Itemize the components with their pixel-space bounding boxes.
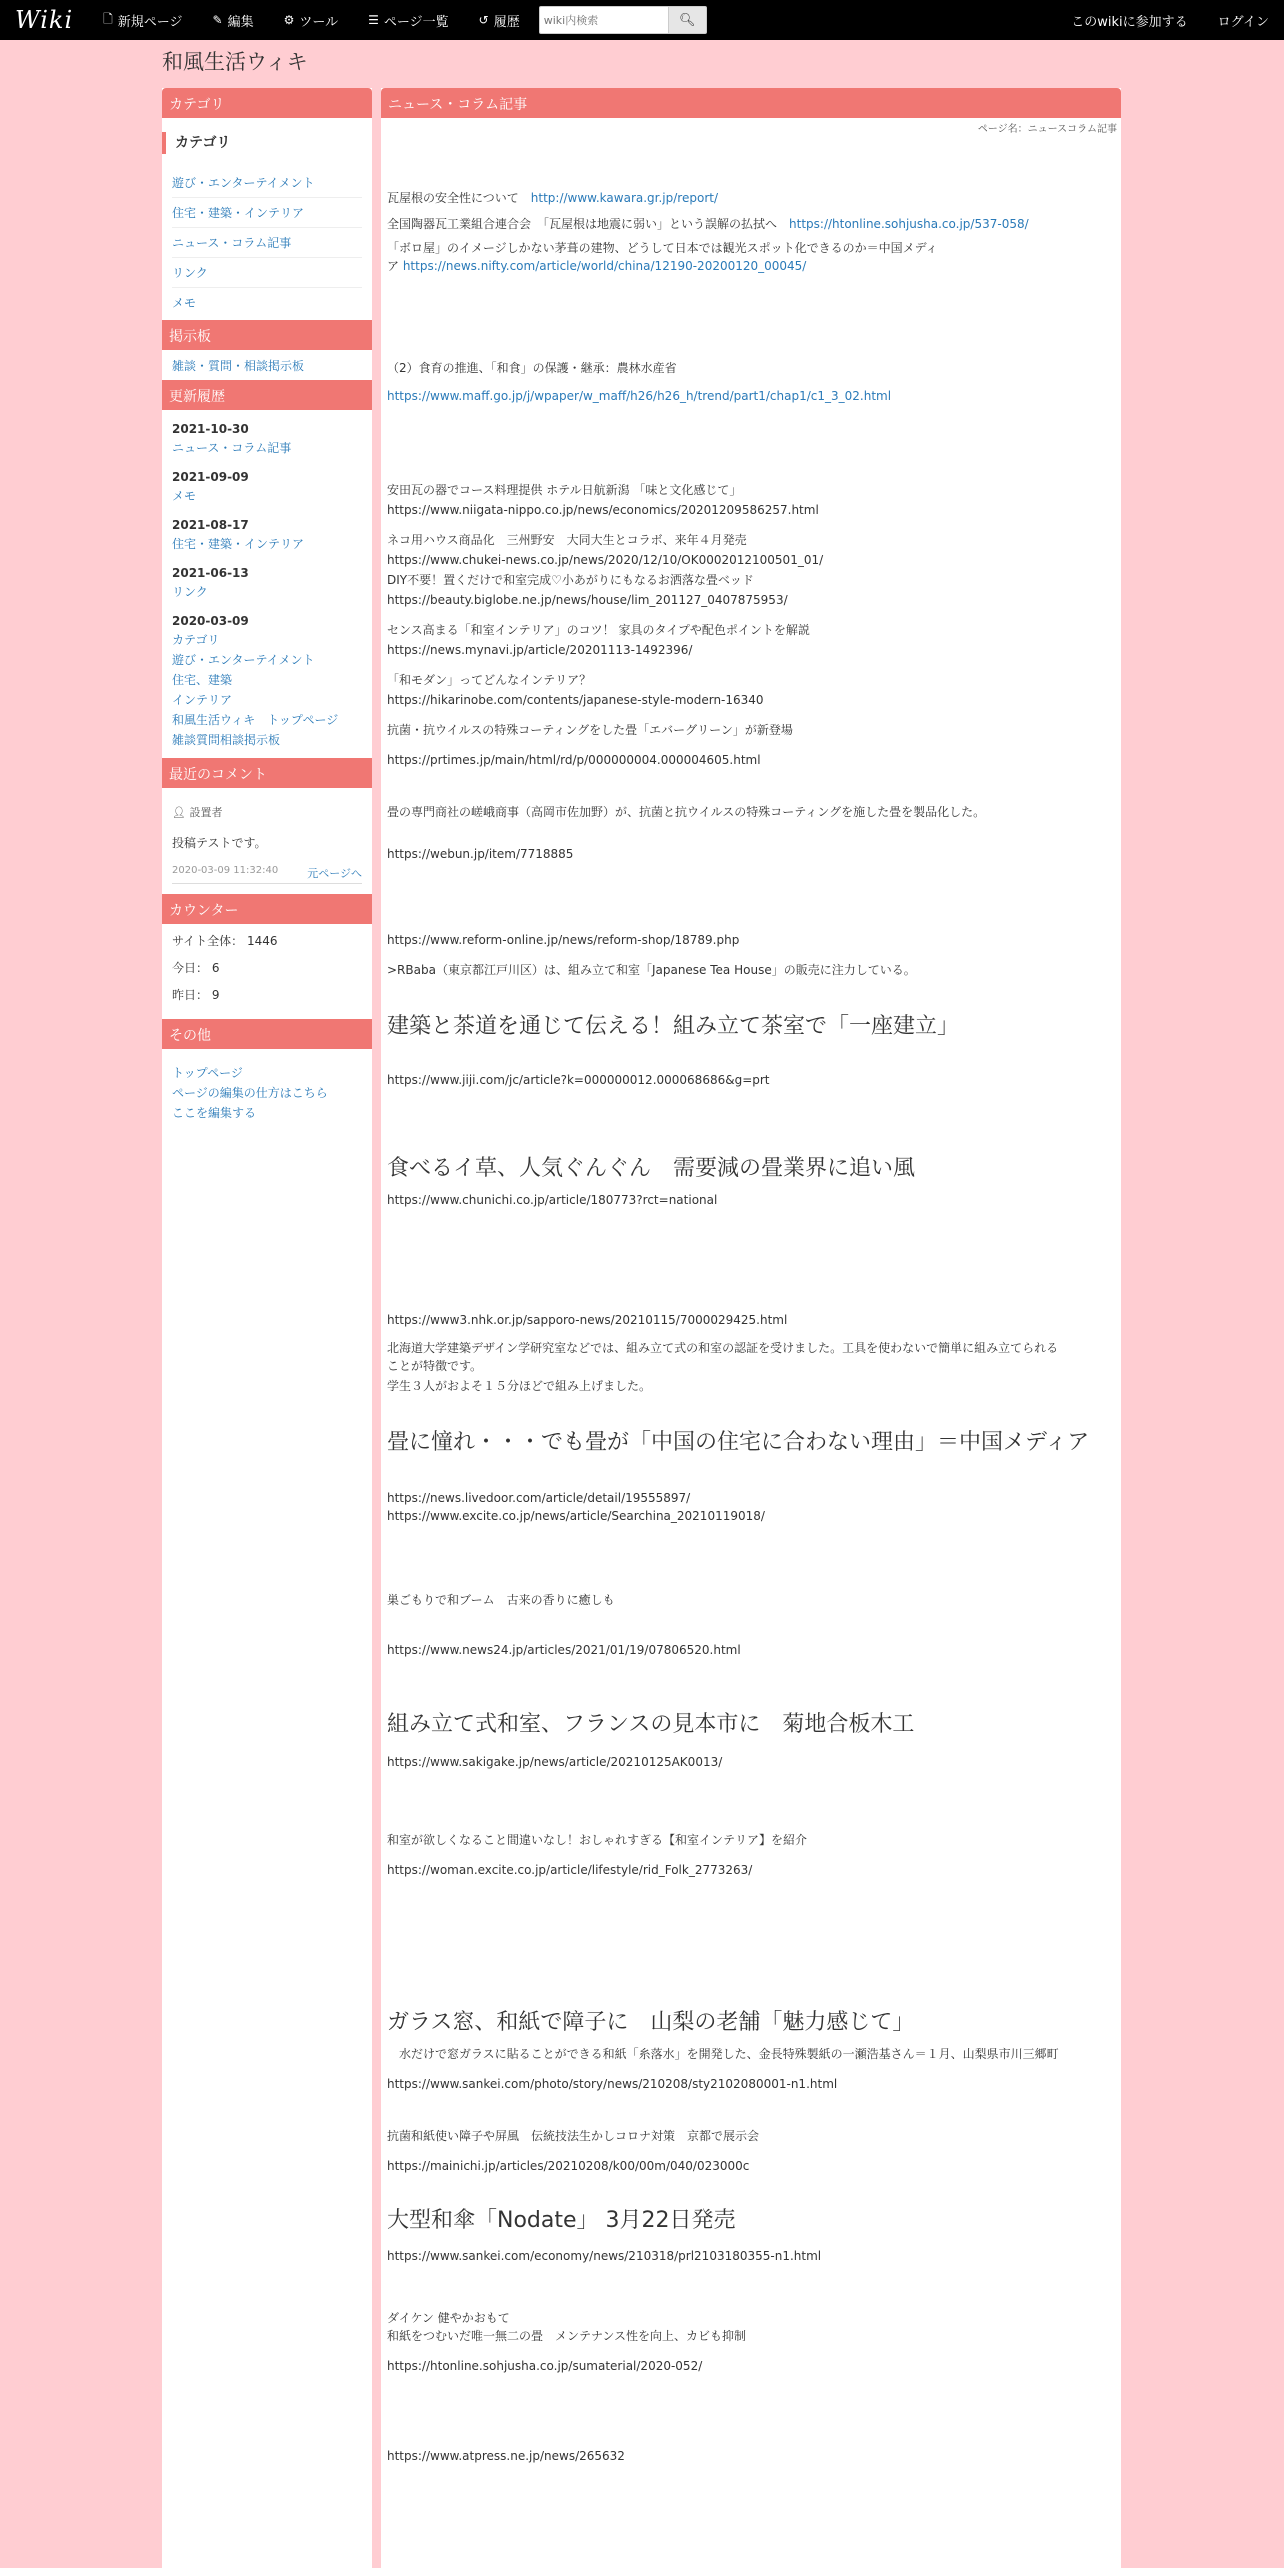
article-paragraph: https://www.sankei.com/economy/news/210318/prl2103180355-n1.html bbox=[387, 2249, 822, 2263]
article-paragraph: https://www3.nhk.or.jp/sapporo-news/20210115/7000029425.html bbox=[387, 1313, 788, 1327]
comment-text: 投稿テストです。 bbox=[172, 836, 267, 850]
article-paragraph: https://mainichi.jp/articles/20210208/k00/00m/040/023000c bbox=[387, 2159, 750, 2173]
history-link[interactable]: 雑談質問相談掲示板 bbox=[172, 733, 281, 747]
history-link[interactable]: 住宅、建築 bbox=[172, 673, 233, 687]
article-paragraph: DIY不要！置くだけで和室完成♡小あがりにもなるお洒落な畳ベッド bbox=[387, 573, 754, 587]
article-paragraph: https://prtimes.jp/main/html/rd/p/000000004.000004605.html bbox=[387, 753, 761, 767]
article-paragraph: 水だけで窓ガラスに貼ることができる和紙「糸落水」を開発した、金長特殊製紙の一瀬浩基さん＝１月、山梨県市川三郷町 bbox=[387, 2047, 1059, 2061]
article-paragraph: 安田瓦の器でコース料理提供 ホテル日航新潟 「味と文化感じて」 bbox=[387, 483, 742, 497]
article-heading: 食べるイ草、人気ぐんぐん 需要減の畳業界に追い風 bbox=[387, 1156, 916, 1181]
article-paragraph: https://hikarinobe.com/contents/japanese-style-modern-16340 bbox=[387, 693, 764, 707]
history-link[interactable]: リンク bbox=[172, 585, 208, 599]
article-paragraph: https://news.mynavi.jp/article/20201113-1492396/ bbox=[387, 643, 693, 657]
join-wiki-link[interactable]: このwikiに参加する bbox=[1071, 14, 1188, 30]
article-link[interactable]: http://www.kawara.gr.jp/report/ bbox=[530, 191, 718, 205]
board-heading: 掲示板 bbox=[162, 320, 372, 350]
article-link[interactable]: https://news.nifty.com/article/world/china/12190-20200120_00045/ bbox=[402, 259, 807, 273]
history-link[interactable]: 住宅・建築・インテリア bbox=[172, 537, 305, 551]
file-icon: 🗋 bbox=[103, 11, 113, 26]
edit-this-link[interactable]: ここを編集する bbox=[172, 1106, 257, 1120]
history-link[interactable]: 和風生活ウィキ トップページ bbox=[172, 713, 339, 727]
history-date: 2021-09-09 bbox=[172, 470, 249, 484]
user-icon: 👤︎ bbox=[172, 806, 186, 819]
article-paragraph: 畳の専門商社の嵯峨商事（高岡市佐加野）が、抗菌と抗ウイルスの特殊コーティングを施した畳を製品化した。 bbox=[387, 805, 986, 819]
comments-heading: 最近のコメント bbox=[162, 758, 372, 788]
sidebar-item-memo[interactable]: メモ bbox=[172, 296, 197, 310]
site-logo[interactable]: Wiki bbox=[15, 6, 74, 34]
article-link[interactable]: https://www.maff.go.jp/j/wpaper/w_maff/h26/h26_h/trend/part1/chap1/c1_3_02.html bbox=[387, 389, 892, 403]
history-date: 2021-06-13 bbox=[172, 566, 249, 580]
category-heading: カテゴリ bbox=[162, 88, 372, 118]
counter-heading: カウンター bbox=[162, 894, 372, 924]
article-paragraph: （2）食育の推進、「和食」の保護・継承：農林水産省 bbox=[387, 361, 677, 375]
article-paragraph: >RBaba（東京都江戸川区）は、組み立て和室「Japanese Tea House」の販売に注力している。 bbox=[387, 963, 916, 977]
sidebar-item-news[interactable]: ニュース・コラム記事 bbox=[172, 228, 362, 258]
article-paragraph: 和室が欲しくなること間違いなし！おしゃれすぎる【和室インテリア】を紹介 bbox=[387, 1833, 808, 1847]
article-paragraph: 北海道大学建築デザイン学研究室などでは、組み立て式の和室の認証を受けました。工具を使わないで簡単に組み立てられる bbox=[387, 1341, 1059, 1355]
search-form bbox=[539, 6, 707, 34]
comment-meta bbox=[172, 865, 362, 884]
article-paragraph: ア https://news.nifty.com/article/world/china/12190-20200120_00045/ bbox=[387, 259, 807, 273]
article-paragraph: センス高まる「和室インテリア」のコツ！ 家具のタイプや配色ポイントを解説 bbox=[387, 623, 810, 637]
sidebar-item-housing[interactable]: 住宅・建築・インテリア bbox=[172, 198, 362, 228]
article-heading: 組み立て式和室、フランスの見本市に 菊地合板木工 bbox=[387, 1712, 915, 1737]
article-paragraph: 抗菌・抗ウイルスの特殊コーティングをした畳「エバーグリーン」が新登場 bbox=[387, 723, 793, 737]
history-icon: ↺ bbox=[478, 13, 489, 27]
tools-button[interactable]: ⚙ ツール bbox=[283, 13, 339, 30]
page-list-button[interactable]: ☰ ページ一覧 bbox=[368, 13, 449, 30]
site-title[interactable]: 和風生活ウィキ bbox=[162, 50, 308, 74]
comment-timestamp: 2020-03-09 11:32:40 bbox=[172, 865, 279, 876]
history-date: 2021-10-30 bbox=[172, 422, 249, 436]
history-link[interactable]: インテリア bbox=[172, 693, 233, 707]
search-button[interactable] bbox=[669, 6, 707, 34]
history-link[interactable]: カテゴリ bbox=[172, 633, 220, 647]
sidebar-item-entertainment[interactable]: 遊び・エンターテイメント bbox=[172, 168, 362, 198]
edit-help-link[interactable]: ページの編集の仕方はこちら bbox=[172, 1086, 328, 1100]
main-content bbox=[381, 88, 1121, 2568]
page-heading: ニュース・コラム記事 bbox=[381, 88, 1121, 118]
history-link[interactable]: ニュース・コラム記事 bbox=[172, 441, 292, 455]
article-paragraph: https://www.niigata-nippo.co.jp/news/economics/20201209586257.html bbox=[387, 503, 819, 517]
sidebar-item-links[interactable]: リンク bbox=[172, 258, 362, 288]
article-paragraph: https://www.chunichi.co.jp/article/180773?rct=national bbox=[387, 1193, 718, 1207]
board-link[interactable]: 雑談・質問・相談掲示板 bbox=[172, 359, 305, 373]
other-heading: その他 bbox=[162, 1019, 372, 1049]
article-heading: 畳に憧れ・・・でも畳が「中国の住宅に合わない理由」＝中国メディア bbox=[387, 1430, 1090, 1455]
comment-source-link[interactable]: 元ページへ bbox=[307, 867, 362, 880]
article-paragraph: https://www.sakigake.jp/news/article/20210125AK0013/ bbox=[387, 1755, 723, 1769]
article-link[interactable] bbox=[387, 386, 1117, 406]
article-paragraph: 「和モダン」ってどんなインテリア？ bbox=[387, 673, 592, 687]
article-heading: 大型和傘「Nodate」 3月22日発売 bbox=[387, 2208, 736, 2233]
article-paragraph: https://webun.jp/item/7718885 bbox=[387, 847, 574, 861]
article-paragraph: https://www.atpress.ne.jp/news/265632 bbox=[387, 2449, 625, 2463]
article-paragraph: https://htonline.sohjusha.co.jp/sumaterial/2020-052/ bbox=[387, 2359, 703, 2373]
sidebar bbox=[162, 88, 372, 2568]
article-paragraph: https://www.sankei.com/photo/story/news/210208/sty2102080001-n1.html bbox=[387, 2077, 838, 2091]
history-date: 2021-08-17 bbox=[172, 518, 249, 532]
article-paragraph: https://www.chukei-news.co.jp/news/2020/12/10/OK0002012100501_01/ bbox=[387, 553, 824, 567]
counter-yesterday: 昨日： 9 bbox=[172, 988, 220, 1002]
article-heading: 建築と茶道を通じて伝える！組み立て茶室で「一座建立」 bbox=[387, 1014, 960, 1039]
article-paragraph: ことが特徴です。 bbox=[387, 1359, 483, 1373]
article-paragraph: https://woman.excite.co.jp/article/lifestyle/rid_Folk_2773263/ bbox=[387, 1863, 753, 1877]
edit-button[interactable]: ✎ 編集 bbox=[212, 13, 254, 30]
article-paragraph: 全国陶器瓦工業組合連合会 「瓦屋根は地震に弱い」という誤解の払拭へ https://htonline.sohjusha.co.jp/537-058/ bbox=[387, 217, 1029, 231]
article-link[interactable]: https://htonline.sohjusha.co.jp/537-058/ bbox=[789, 217, 1029, 231]
page-name-label: ページ名：ニュースコラム記事 bbox=[977, 124, 1117, 135]
edit-icon: ✎ bbox=[212, 13, 223, 27]
article-paragraph: 和紙をつむいだ唯一無二の畳 メンテナンス性を向上、カビも抑制 bbox=[387, 2329, 747, 2343]
article-paragraph: https://news.livedoor.com/article/detail/19555897/ bbox=[387, 1491, 691, 1505]
article-heading: ガラス窓、和紙で障子に 山梨の老舗「魅力感じて」 bbox=[387, 2010, 915, 2035]
history-link[interactable]: メモ bbox=[172, 489, 197, 503]
counter-today: 今日： 6 bbox=[172, 961, 220, 975]
article-paragraph: 巣ごもりで和ブーム 古来の香りに癒しも bbox=[387, 1593, 615, 1607]
article-paragraph: 学生３人がおよそ１５分ほどで組み上げました。 bbox=[387, 1379, 652, 1393]
counter-total: サイト全体： 1446 bbox=[172, 934, 278, 948]
article-paragraph: 瓦屋根の安全性について http://www.kawara.gr.jp/report/ bbox=[387, 191, 718, 205]
article-paragraph: 「ボロ屋」のイメージしかない茅葺の建物、どうして日本では観光スポット化できるのか＝中国メディ bbox=[387, 241, 938, 255]
top-navbar bbox=[0, 0, 1284, 40]
article-paragraph: 抗菌和紙使い障子や屏風 伝統技法生かしコロナ対策 京都で展示会 bbox=[387, 2129, 760, 2143]
article-paragraph: https://beauty.biglobe.ne.jp/news/house/lim_201127_0407875953/ bbox=[387, 593, 788, 607]
history-button[interactable]: ↺ 履歴 bbox=[478, 13, 520, 30]
article-paragraph: ダイケン 健やかおもて bbox=[387, 2311, 510, 2325]
new-page-button[interactable]: 🗋 新規ページ bbox=[103, 11, 183, 30]
gear-icon: ⚙ bbox=[283, 13, 295, 27]
list-icon: ☰ bbox=[368, 13, 379, 27]
comment-author: 👤︎ 設置者 bbox=[172, 806, 223, 819]
top-page-link[interactable]: トップページ bbox=[172, 1066, 243, 1080]
search-input[interactable] bbox=[539, 6, 669, 34]
login-link[interactable]: ログイン bbox=[1217, 14, 1269, 30]
article-paragraph: https://www.reform-online.jp/news/reform-shop/18789.php bbox=[387, 933, 740, 947]
history-date: 2020-03-09 bbox=[172, 614, 249, 628]
search-icon: 🔍︎ bbox=[678, 12, 696, 28]
history-link[interactable]: 遊び・エンターテイメント bbox=[172, 653, 315, 667]
article-paragraph: https://www.excite.co.jp/news/article/Searchina_20210119018/ bbox=[387, 1509, 765, 1523]
history-heading: 更新履歴 bbox=[162, 380, 372, 410]
article-paragraph: https://www.jiji.com/jc/article?k=000000012.000068686&g=prt bbox=[387, 1073, 770, 1087]
article-paragraph: https://www.news24.jp/articles/2021/01/19/07806520.html bbox=[387, 1643, 741, 1657]
category-title: カテゴリ bbox=[162, 132, 362, 154]
article-paragraph: ネコ用ハウス商品化 三州野安 大同大生とコラボ、来年４月発売 bbox=[387, 533, 747, 547]
